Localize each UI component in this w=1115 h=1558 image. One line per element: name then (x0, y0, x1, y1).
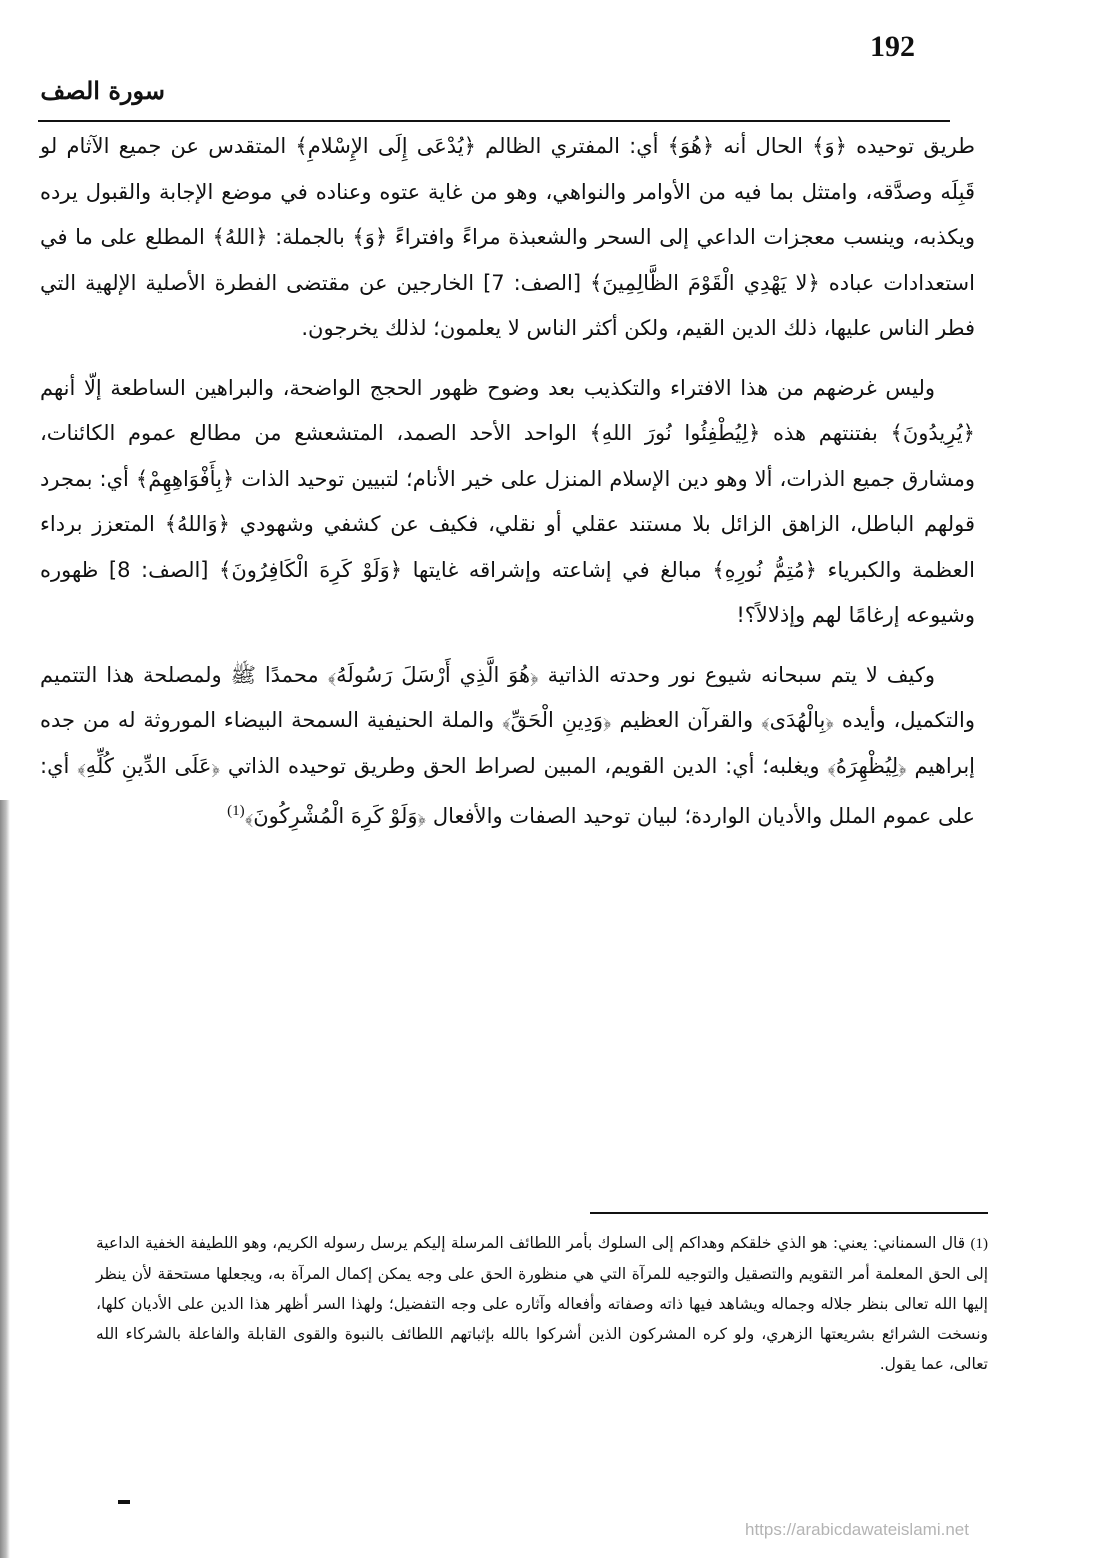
bottom-dash-mark (118, 1500, 130, 1504)
paragraph-3 (40, 653, 975, 840)
scan-edge-shadow (0, 800, 10, 1558)
paragraph-3-text: وكيف لا يتم سبحانه شيوع نور وحدته الذاتية ﴿هُوَ الَّذِي أَرْسَلَ رَسُولَهُ﴾ محمدًا ﷺ ولمصلحة هذا التتميم والتكميل، وأيده ﴿بِالْهُدَى﴾ والقرآن العظيم ﴿وَدِينِ الْحَقِّ﴾ والملة الحنيفية السمحة البيضاء الموروثة له من جده إبراهيم ﴿لِيُظْهِرَهُ﴾ ويغلبه؛ أي: الدين القويم، المبين لصراط الحق وطريق توحيده الذاتي ﴿عَلَى الدِّينِ كُلِّهِ﴾ أي: على عموم الملل والأديان الواردة؛ لبيان توحيد الصفات والأفعال ﴿وَلَوْ كَرِهَ الْمُشْرِكُونَ﴾ (40, 662, 975, 828)
paragraph-1: طريق توحيده ﴿وَ﴾ الحال أنه ﴿هُوَ﴾ أي: المفتري الظالم ﴿يُدْعَى إِلَى الإِسْلامِ﴾ المتقدس عن جميع الآثام لو قَبِلَه وصدَّقه، وامتثل بما فيه من الأوامر والنواهي، وهو من غاية عتوه وعناده في موضع الإجابة والقبول يرده ويكذبه، وينسب معجزات الداعي إلى السحر والشعبذة مراءً وافتراءً ﴿وَ﴾ بالجملة: ﴿اللهُ﴾ المطلع على ما في استعدادات عباده ﴿لا يَهْدِي الْقَوْمَ الظَّالِمِينَ﴾ [الصف: 7] الخارجين عن مقتضى الفطرة الأصلية الإلهية التي فطر الناس عليها، ذلك الدين القيم، ولكن أكثر الناس لا يعلمون؛ لذلك يخرجون. (40, 134, 975, 340)
main-text (40, 124, 975, 840)
footnote-rule (590, 1212, 988, 1214)
footnote-text: قال السمناني: يعني: هو الذي خلقكم وهداكم إلى السلوك بأمر اللطائف المرسلة إليكم يرسل رسوله الكريم، وهو اللطيفة الخفية الداعية إلى الحق المعلمة أمر التقويم والتصقيل والتوجيه للمرآة التي هي منظورة الحق على وجه يمكن إكمال المرآة به، ويجعلها مستحقة لأن ينظر إليها الله تعالى بنظر جلاله وجماله ويشاهد فيها ذاته وصفاته وأفعاله وآثاره على وجه التفضيل؛ ولهذا السر أظهر هذا الدين على الأديان كلها، ونسخت الشرائع بشريعتها الزهري، ولو كره المشركون الذين أشركوا بالله بإثباتهم اللطائف بالنبوة والقوى القابلة والفاعلة بالشركاء الله تعالى، عما يقول. (96, 1234, 988, 1373)
footnote-reference: (1) (227, 803, 245, 819)
surah-title: سورة الصف (40, 76, 165, 105)
page-number: 192 (870, 30, 915, 63)
header-rule (38, 120, 950, 122)
footnote-marker: (1) (970, 1236, 988, 1252)
footnote (96, 1228, 988, 1379)
watermark: https://arabicdawateislami.net (745, 1520, 969, 1539)
paragraph-2: وليس غرضهم من هذا الافتراء والتكذيب بعد وضوح ظهور الحجج الواضحة، والبراهين الساطعة إلّا أنهم ﴿يُرِيدُونَ﴾ بفتنتهم هذه ﴿لِيُطْفِئُوا نُورَ اللهِ﴾ الواحد الأحد الصمد، المتشعشع من مطالع عموم الكائنات، ومشارق جميع الذرات، ألا وهو دين الإسلام المنزل على خير الأنام؛ لتبيين توحيد الذات ﴿بِأَفْوَاهِهِمْ﴾ أي: بمجرد قولهم الباطل، الزاهق الزائل بلا مستند عقلي أو نقلي، فكيف عن كشفي وشهودي ﴿وَاللهُ﴾ المتعزز برداء العظمة والكبرياء ﴿مُتِمُّ نُورِهِ﴾ مبالغ في إشاعته وإشراقه غايتها ﴿وَلَوْ كَرِهَ الْكَافِرُونَ﴾ [الصف: 8] ظهوره وشيوعه إرغامًا لهم وإذلالاً؟! (40, 375, 975, 627)
